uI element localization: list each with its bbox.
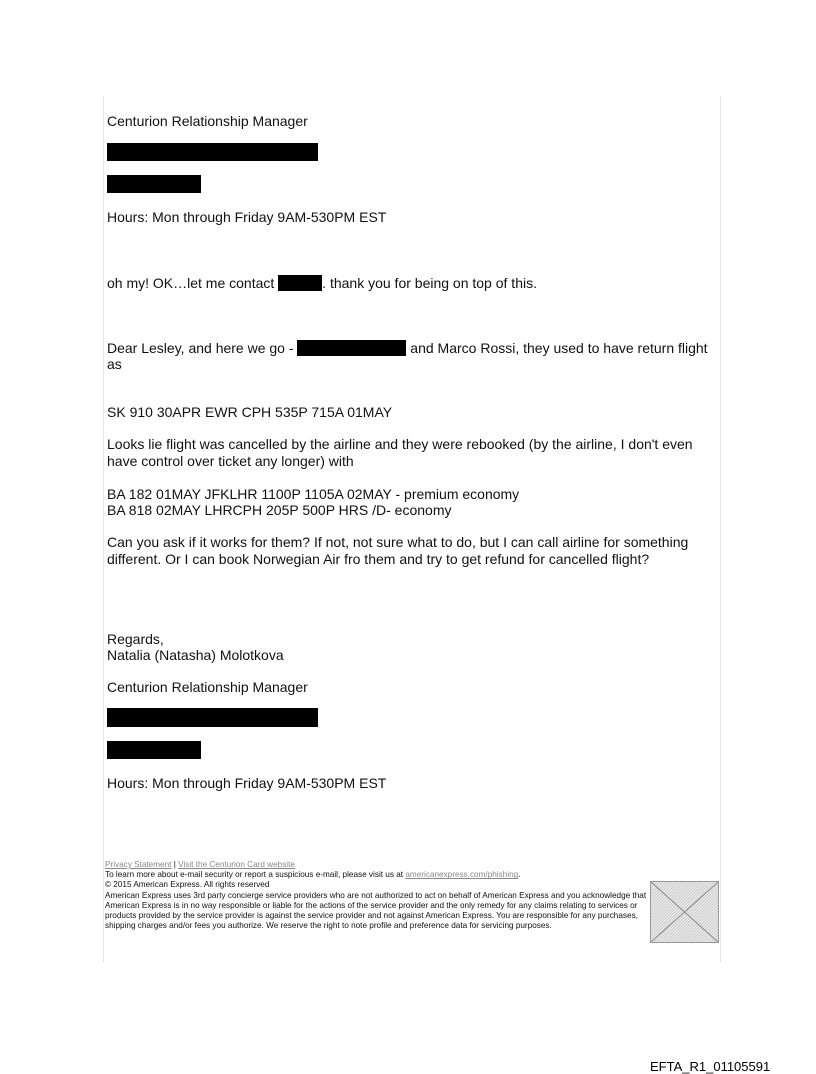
signature-hours: Hours: Mon through Friday 9AM-530PM EST [107,775,387,791]
phishing-link[interactable]: americanexpress.com/phishing [405,870,519,880]
rebooked-flight-2: BA 818 02MAY LHRCPH 205P 500P HRS /D- economy [107,502,452,518]
cancel-note: Looks lie flight was cancelled by the airline and they were rebooked (by the airline, I don't even have control over ticket any longer) with [107,436,693,469]
redaction-bar [107,175,201,193]
regards: Regards, [107,631,164,647]
copyright: © 2015 American Express. All rights reserved [105,880,270,890]
redaction-bar [107,143,318,161]
reply-line [107,275,537,292]
question-text: Can you ask if it works for them? If not, not sure what to do, but I can call airline for something different. Or I can book Norwegian Air fro them and try to get refund for cancelled flight? [107,534,689,567]
footer-links [105,860,650,870]
redaction-bar [107,741,201,759]
reply-text-after: . thank you for being on top of this. [322,275,537,291]
security-end: . [518,870,521,880]
email-footer [105,860,650,931]
centurion-website-link[interactable]: Visit the Centurion Card website [178,860,295,869]
signature-title-top: Centurion Relationship Manager [107,113,308,129]
redaction-inline [278,275,322,291]
security-notice [105,870,650,880]
privacy-statement-link[interactable]: Privacy Statement [105,860,172,869]
sender-name: Natalia (Natasha) Molotkova [107,647,284,663]
greeting-text-before: Dear Lesley, and here we go - [107,340,298,356]
signature-title: Centurion Relationship Manager [107,679,308,695]
bates-number: EFTA_R1_01105591 [650,1059,771,1074]
broken-image-icon [650,881,719,943]
link-separator: | [173,860,176,869]
signature-hours-top: Hours: Mon through Friday 9AM-530PM EST [107,209,387,225]
security-text: To learn more about e-mail security or report a suspicious e-mail, please visit us at [105,870,406,880]
greeting-line [107,340,708,357]
rebooked-flight-1: BA 182 01MAY JFKLHR 1100P 1105A 02MAY - premium economy [107,486,520,502]
greeting-continuation: as [107,356,122,372]
redaction-bar [107,708,318,727]
original-flight: SK 910 30APR EWR CPH 535P 715A 01MAY [107,404,393,420]
disclaimer: American Express uses 3rd party concierge service providers who are not authorized to act on behalf of American Express and you acknowledge that American Express is in no way responsible or liable for the actions of the service provider and the only remedy for any claims relating to services or products provided by the service provider is against the service provider and not against American Express. You are responsible for any purchases, shipping charges and/or fees you authorize. We reserve the right to note profile and preference data for servicing purposes. [105,890,647,931]
reply-text-before: oh my! OK…let me contact [107,275,279,291]
greeting-text-after: and Marco Rossi, they used to have return flight [406,340,708,356]
redaction-inline [297,340,406,356]
